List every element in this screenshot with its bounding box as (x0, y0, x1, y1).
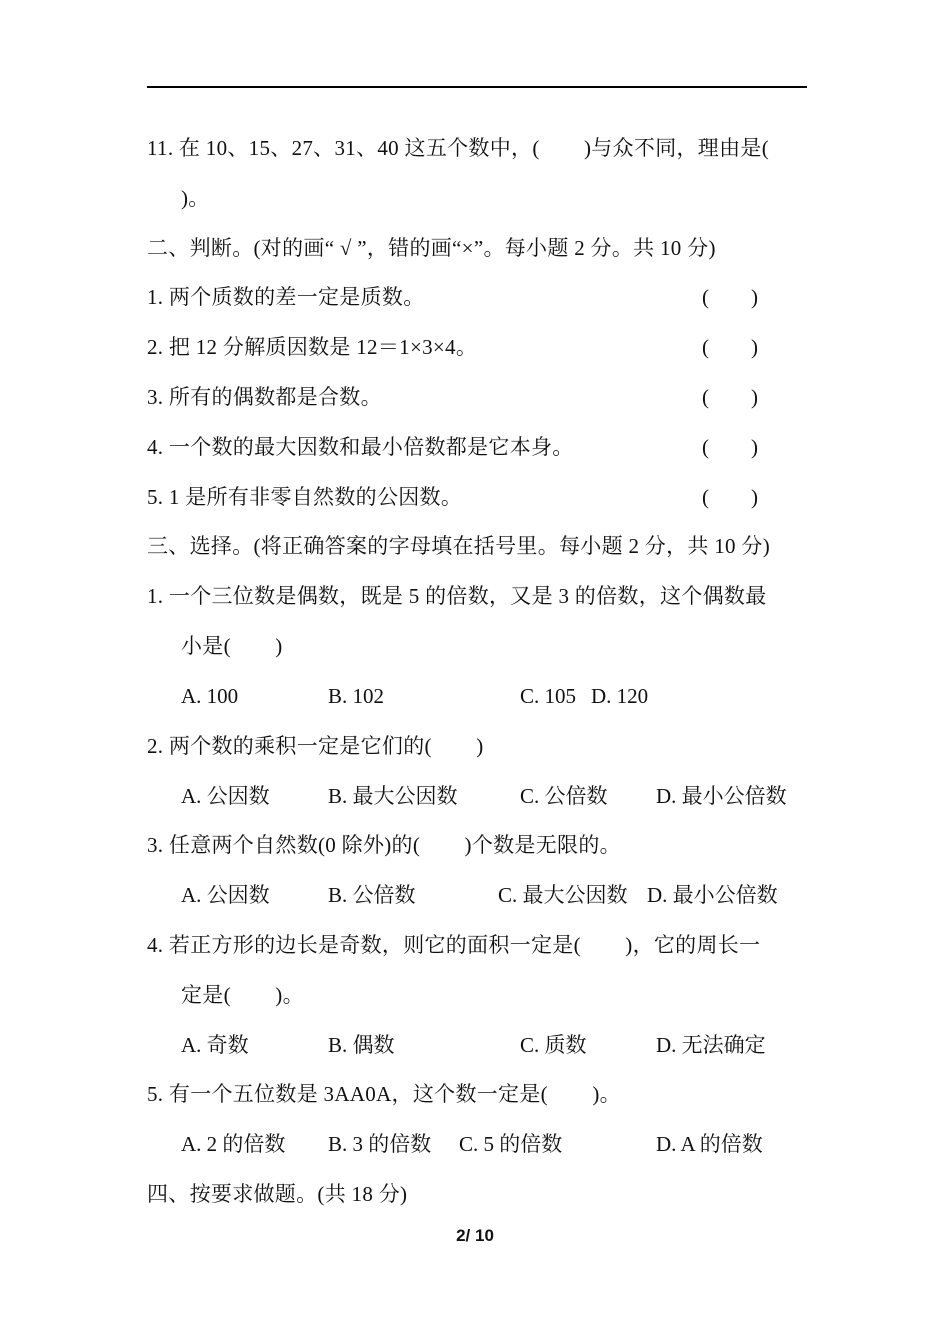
choice-q1-line2: 小是( ) (181, 634, 283, 658)
judge-item-3: 3. 所有的偶数都是合数。 (147, 385, 382, 409)
choice-q5-option-d: D. A 的倍数 (656, 1132, 763, 1156)
choice-q4-option-c: C. 质数 (520, 1033, 587, 1057)
choice-q3-option-a: A. 公因数 (181, 883, 270, 907)
choice-q5-option-c: C. 5 的倍数 (459, 1132, 563, 1156)
choice-q1-option-d: D. 120 (591, 684, 649, 708)
choice-q1-option-a: A. 100 (181, 684, 239, 708)
choice-q4-option-d: D. 无法确定 (656, 1033, 766, 1057)
q11-line2: )。 (181, 186, 210, 210)
choice-q5-option-b: B. 3 的倍数 (328, 1132, 432, 1156)
choice-q4-option-b: B. 偶数 (328, 1033, 395, 1057)
header-rule (147, 86, 807, 88)
judge-answer-blank-4: ( ) (702, 435, 758, 459)
choice-q2-option-d: D. 最小公倍数 (656, 784, 787, 808)
judge-answer-blank-3: ( ) (702, 385, 758, 409)
section4-heading: 四、按要求做题。(共 18 分) (147, 1182, 408, 1206)
judge-item-4: 4. 一个数的最大因数和最小倍数都是它本身。 (147, 435, 574, 459)
choice-q3-line1: 3. 任意两个自然数(0 除外)的( )个数是无限的。 (147, 833, 621, 857)
judge-answer-blank-5: ( ) (702, 485, 758, 509)
judge-answer-blank-1: ( ) (702, 285, 758, 309)
choice-q3-option-c: C. 最大公因数 (498, 883, 628, 907)
section2-heading: 二、判断。(对的画“ √ ”，错的画“×”。每小题 2 分。共 10 分) (147, 236, 716, 260)
section3-heading: 三、选择。(将正确答案的字母填在括号里。每小题 2 分，共 10 分) (147, 534, 770, 558)
choice-q3-option-b: B. 公倍数 (328, 883, 416, 907)
choice-q5-option-a: A. 2 的倍数 (181, 1132, 286, 1156)
choice-q4-line1: 4. 若正方形的边长是奇数，则它的面积一定是( )，它的周长一 (147, 933, 761, 957)
judge-item-1: 1. 两个质数的差一定是质数。 (147, 285, 425, 309)
choice-q5-line1: 5. 有一个五位数是 3AA0A，这个数一定是( )。 (147, 1082, 621, 1106)
choice-q2-option-c: C. 公倍数 (520, 784, 608, 808)
q11-line1: 11. 在 10、15、27、31、40 这五个数中，( )与众不同，理由是( (147, 136, 769, 160)
judge-item-5: 5. 1 是所有非零自然数的公因数。 (147, 485, 463, 509)
page-number: 2/ 10 (456, 1226, 494, 1245)
choice-q1-line1: 1. 一个三位数是偶数，既是 5 的倍数，又是 3 的倍数，这个偶数最 (147, 584, 767, 608)
choice-q2-option-a: A. 公因数 (181, 784, 270, 808)
choice-q2-option-b: B. 最大公因数 (328, 784, 458, 808)
choice-q1-option-b: B. 102 (328, 684, 385, 708)
judge-answer-blank-2: ( ) (702, 335, 758, 359)
choice-q4-option-a: A. 奇数 (181, 1033, 249, 1057)
choice-q4-line2: 定是( )。 (181, 983, 304, 1007)
choice-q1-option-c: C. 105 (520, 684, 577, 708)
judge-item-2: 2. 把 12 分解质因数是 12＝1×3×4。 (147, 335, 478, 359)
choice-q3-option-d: D. 最小公倍数 (647, 883, 778, 907)
choice-q2-line1: 2. 两个数的乘积一定是它们的( ) (147, 734, 484, 758)
